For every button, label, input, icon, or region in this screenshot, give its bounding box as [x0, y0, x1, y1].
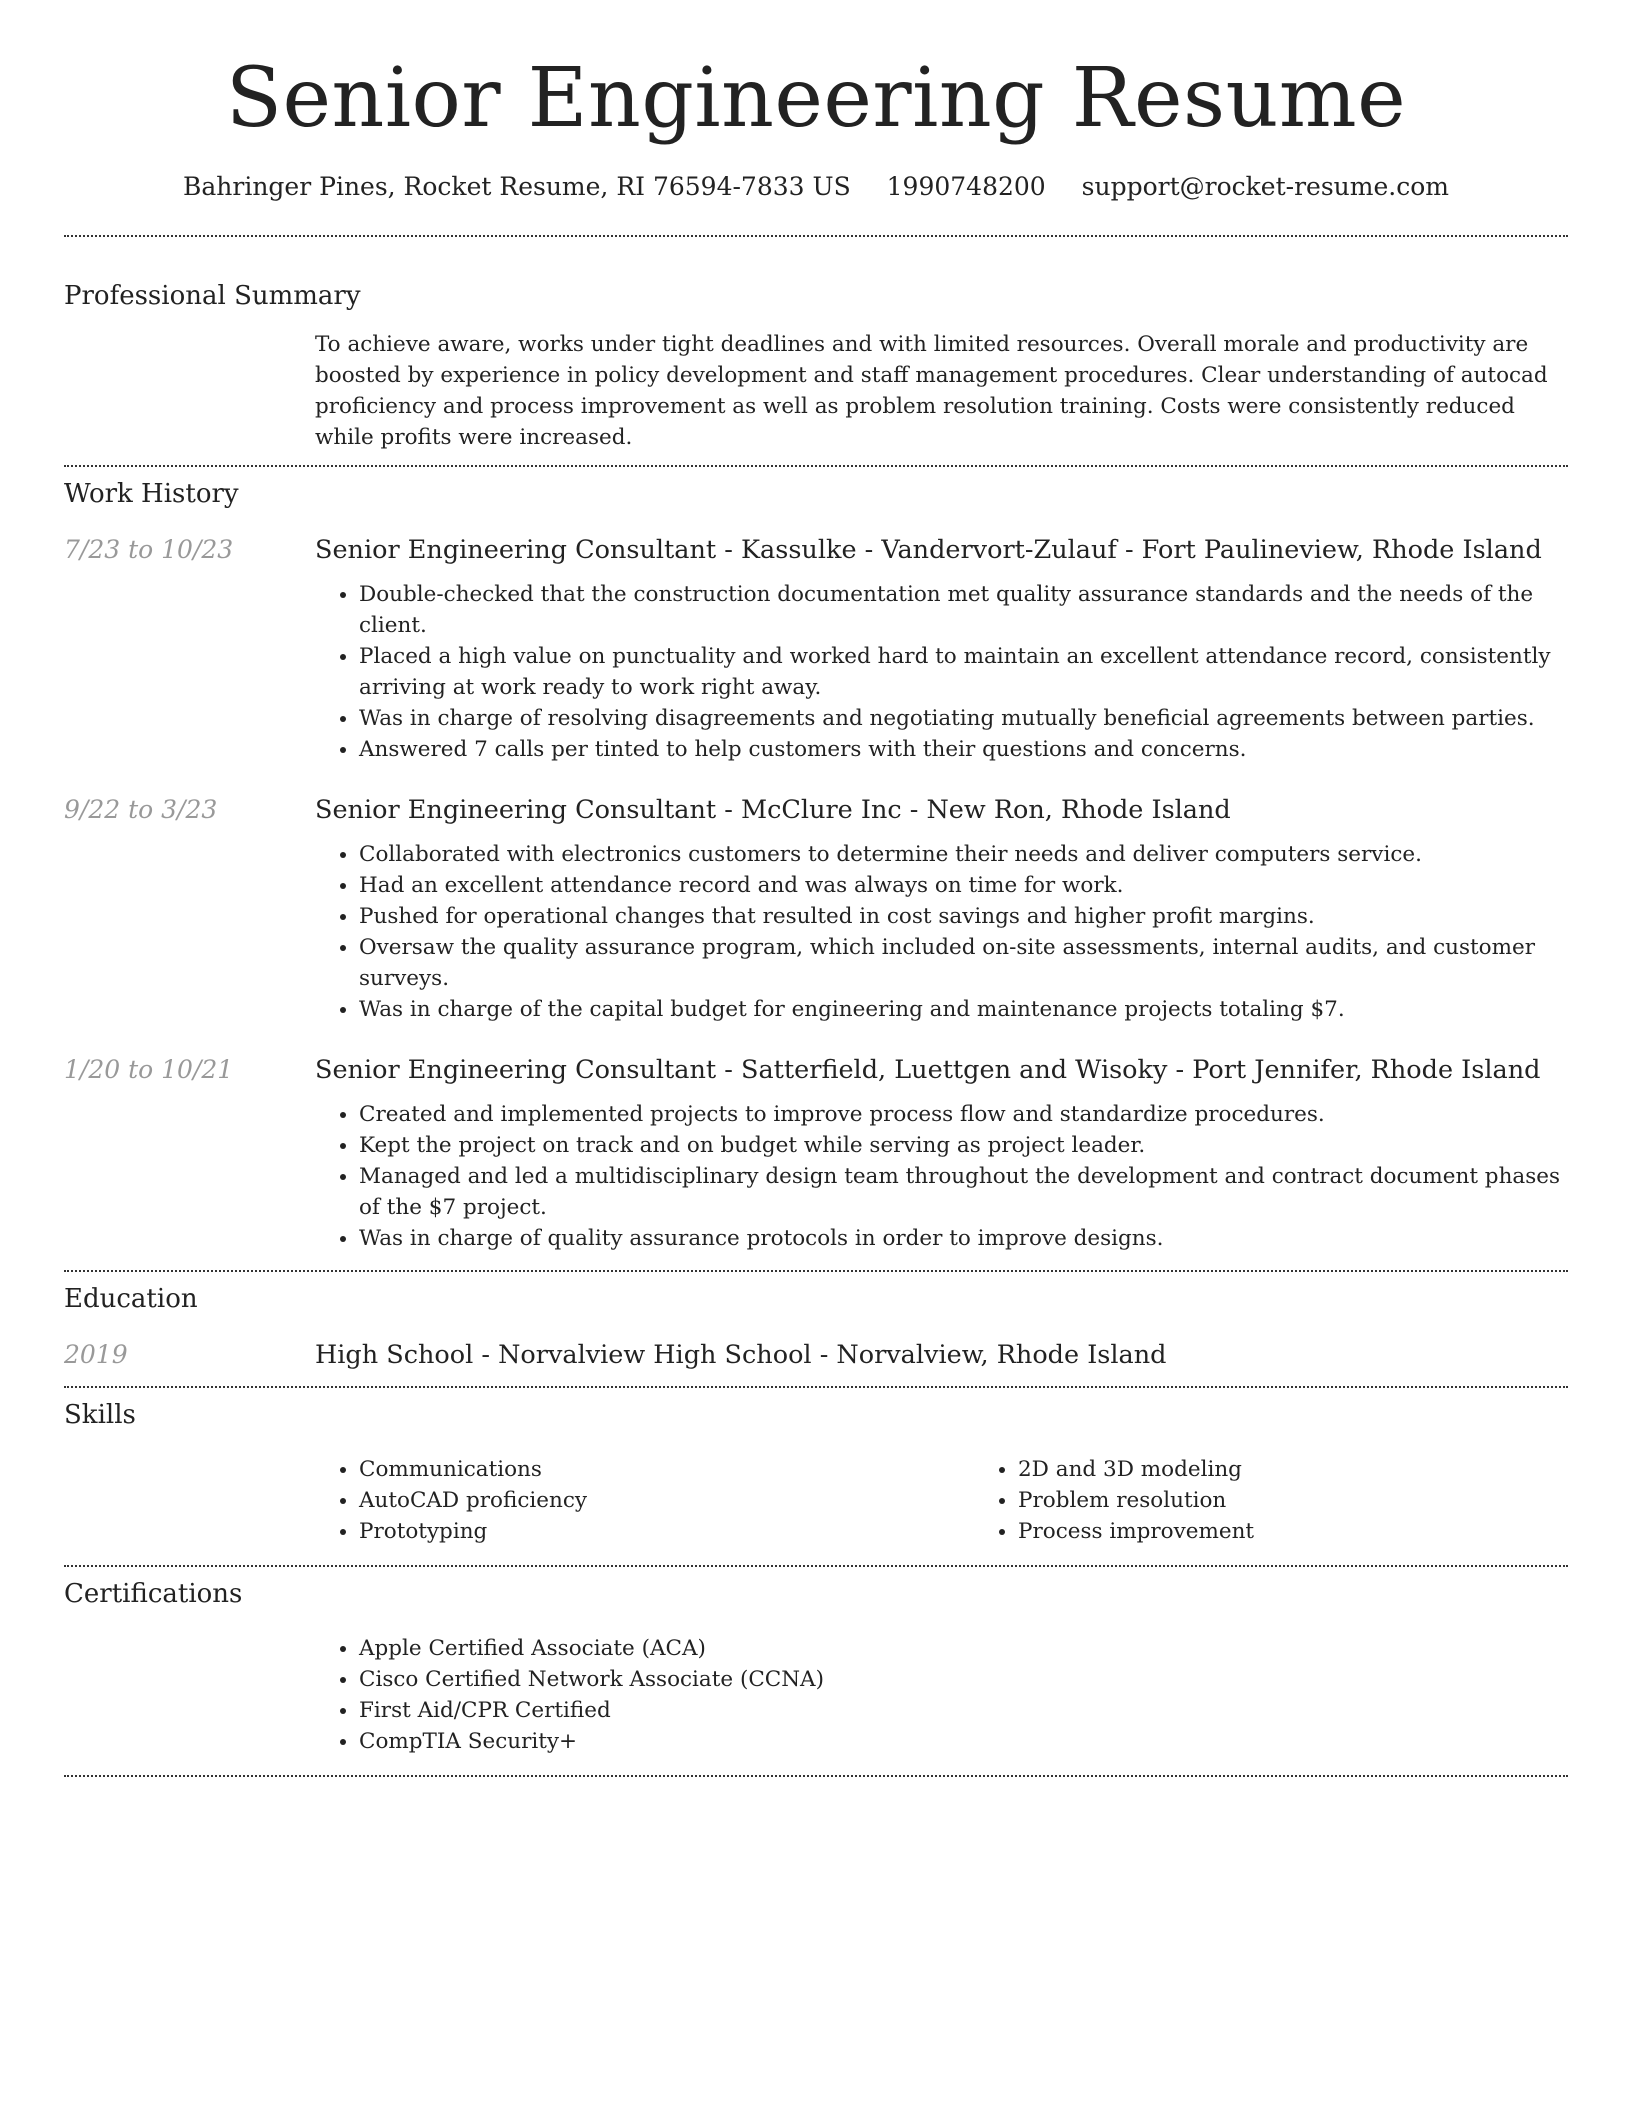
- section-professional-summary: [64, 281, 1568, 453]
- list-item: • Had an excellent attendance record and was always on time for work.: [359, 870, 1568, 901]
- job-entry: [64, 535, 1568, 765]
- list-item: • AutoCAD proficiency: [359, 1485, 974, 1516]
- divider: [64, 1270, 1568, 1272]
- list-item: • Apple Certified Associate (ACA): [359, 1633, 1568, 1664]
- certifications-list: [315, 1633, 1568, 1757]
- education-year: 2019: [64, 1340, 128, 1369]
- job-dates: 1/20 to 10/21: [64, 1055, 234, 1084]
- list-item: • Kept the project on track and on budget while serving as project leader.: [359, 1130, 1568, 1161]
- job-dates: 7/23 to 10/23: [64, 535, 234, 564]
- list-item: • Was in charge of quality assurance protocols in order to improve designs.: [359, 1223, 1568, 1254]
- list-item: • Managed and led a multidisciplinary design team throughout the development and contract document phases of the $7 project.: [359, 1161, 1568, 1223]
- list-item: • Double-checked that the construction documentation met quality assurance standards and the needs of the client.: [359, 579, 1568, 641]
- contact-address: Bahringer Pines, Rocket Resume, RI 76594-7833 US: [183, 172, 851, 201]
- resume-name: Senior Engineering Resume: [225, 51, 1407, 146]
- education-entry: [64, 1340, 1568, 1370]
- job-bullets: [315, 839, 1568, 1025]
- divider: [64, 465, 1568, 467]
- list-item: • Was in charge of resolving disagreements and negotiating mutually beneficial agreements between parties.: [359, 703, 1568, 734]
- section-title-certifications: Certifications: [64, 1579, 243, 1609]
- list-item: • Was in charge of the capital budget for engineering and maintenance projects totaling $7.: [359, 994, 1568, 1025]
- list-item: • Process improvement: [1018, 1516, 1632, 1547]
- job-title: Senior Engineering Consultant - Satterfield, Luettgen and Wisoky - Port Jennifer, Rhode Island: [315, 1055, 1541, 1085]
- section-title-work: Work History: [64, 479, 239, 509]
- contact-phone: 1990748200: [886, 172, 1046, 201]
- summary-text: To achieve aware, works under tight deadlines and with limited resources. Overall morale and productivity are boosted by experience in policy development and staff management procedures. Clear understanding of autocad proficiency and process improvement as well as problem resolution training. Costs were consistently reduced while profits were increased.: [315, 332, 1548, 450]
- divider: [64, 1386, 1568, 1388]
- list-item: • Answered 7 calls per tinted to help customers with their questions and concerns.: [359, 734, 1568, 765]
- skills-list-right: [974, 1454, 1632, 1547]
- skills-grid: [315, 1454, 1632, 1547]
- list-item: • 2D and 3D modeling: [1018, 1454, 1632, 1485]
- job-entry: [64, 795, 1568, 1025]
- job-entry: [64, 1055, 1568, 1254]
- education-text: High School - Norvalview High School - Norvalview, Rhode Island: [315, 1340, 1167, 1370]
- contact-line: [64, 172, 1568, 201]
- contact-email: support@rocket-resume.com: [1081, 172, 1449, 201]
- list-item: • First Aid/CPR Certified: [359, 1695, 1568, 1726]
- list-item: • Problem resolution: [1018, 1485, 1632, 1516]
- section-title-skills: Skills: [64, 1400, 136, 1430]
- divider: [64, 235, 1568, 237]
- job-bullets: [315, 579, 1568, 765]
- section-skills: [64, 1400, 1568, 1547]
- list-item: • Collaborated with electronics customers to determine their needs and deliver computers service.: [359, 839, 1568, 870]
- job-bullets: [315, 1099, 1568, 1254]
- list-item: • Placed a high value on punctuality and worked hard to maintain an excellent attendance record, consistently arriving at work ready to work right away.: [359, 641, 1568, 703]
- list-item: • Communications: [359, 1454, 974, 1485]
- divider: [64, 1775, 1568, 1777]
- section-work-history: [64, 479, 1568, 1254]
- list-item: • Created and implemented projects to improve process flow and standardize procedures.: [359, 1099, 1568, 1130]
- section-education: [64, 1284, 1568, 1370]
- job-title: Senior Engineering Consultant - McClure Inc - New Ron, Rhode Island: [315, 795, 1231, 825]
- section-certifications: [64, 1579, 1568, 1757]
- list-item: • Prototyping: [359, 1516, 974, 1547]
- skills-list-left: [315, 1454, 974, 1547]
- job-title: Senior Engineering Consultant - Kassulke - Vandervort-Zulauf - Fort Paulineview, Rhode Island: [315, 535, 1542, 565]
- section-title-summary: Professional Summary: [64, 281, 361, 311]
- list-item: • Pushed for operational changes that resulted in cost savings and higher profit margins.: [359, 901, 1568, 932]
- section-title-education: Education: [64, 1284, 198, 1314]
- list-item: • Cisco Certified Network Associate (CCNA): [359, 1664, 1568, 1695]
- divider: [64, 1565, 1568, 1567]
- job-dates: 9/22 to 3/23: [64, 795, 218, 824]
- list-item: • CompTIA Security+: [359, 1726, 1568, 1757]
- list-item: • Oversaw the quality assurance program, which included on-site assessments, internal audits, and customer surveys.: [359, 932, 1568, 994]
